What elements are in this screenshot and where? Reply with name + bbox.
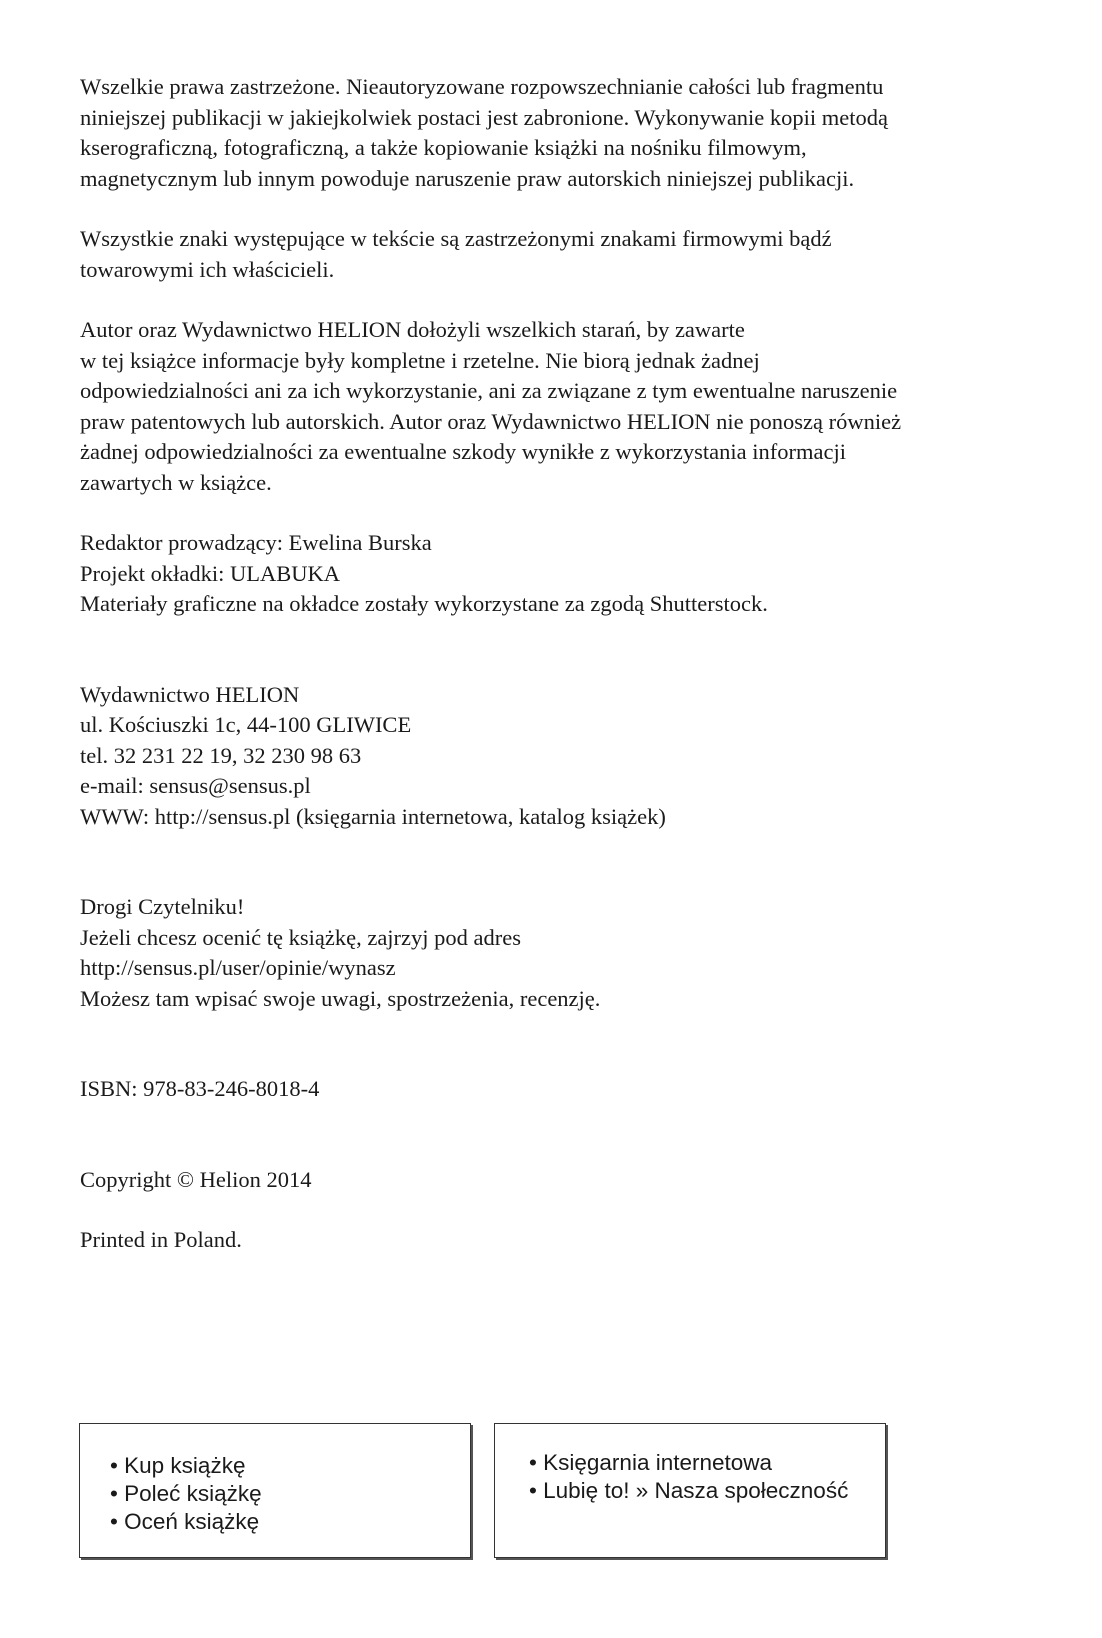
book-actions-box (79, 1423, 471, 1558)
isbn (80, 1074, 1040, 1105)
rate-book-link[interactable]: • Oceń książkę (110, 1508, 470, 1536)
buy-book-link[interactable]: • Kup książkę (110, 1452, 470, 1480)
copyright (80, 1165, 1040, 1196)
recommend-book-link[interactable]: • Poleć książkę (110, 1480, 470, 1508)
publisher-website: WWW: http://sensus.pl (księgarnia internetowa, katalog książek) (80, 803, 666, 829)
reader-note (80, 892, 1040, 1014)
reader-greeting: Drogi Czytelniku! (80, 894, 245, 919)
bookstore-link[interactable]: • Księgarnia internetowa (529, 1449, 885, 1477)
community-link[interactable]: • Lubię to! » Nasza społeczność (529, 1477, 885, 1505)
text-line: zawartych w książce. (80, 469, 272, 495)
trademarks-paragraph (80, 224, 1040, 285)
text-line: towarowymi ich właścicieli. (80, 256, 335, 282)
opinion-url: http://sensus.pl/user/opinie/wynasz (80, 955, 396, 980)
publisher-email: e-mail: sensus@sensus.pl (80, 773, 311, 798)
text-line: magnetycznym lub innym powoduje naruszenie praw autorskich niniejszej publikacji. (80, 165, 855, 191)
isbn-line: ISBN: 978-83-246-8018-4 (80, 1076, 320, 1101)
text-line: Możesz tam wpisać swoje uwagi, spostrzeżenia, recenzję. (80, 985, 601, 1011)
publisher-phone: tel. 32 231 22 19, 32 230 98 63 (80, 742, 362, 768)
credits-paragraph (80, 528, 1040, 620)
text-line: żadnej odpowiedzialności za ewentualne szkody wynikłe z wykorzystania informacji (80, 439, 846, 464)
community-box (494, 1423, 886, 1558)
editor-line: Redaktor prowadzący: Ewelina Burska (80, 530, 432, 555)
publisher-address (80, 680, 1040, 833)
rights-paragraph (80, 72, 1040, 194)
copyright-line: Copyright © Helion 2014 (80, 1166, 312, 1192)
cover-design-line: Projekt okładki: ULABUKA (80, 560, 340, 586)
text-line: Wszelkie prawa zastrzeżone. Nieautoryzowane rozpowszechnianie całości lub fragmentu (80, 74, 884, 99)
text-line: praw patentowych lub autorskich. Autor oraz Wydawnictwo HELION nie ponoszą również (80, 408, 902, 434)
text-line: kserograficzną, fotograficzną, a także kopiowanie książki na nośniku filmowym, (80, 135, 807, 160)
disclaimer-paragraph (80, 315, 1040, 498)
publisher-street: ul. Kościuszki 1c, 44-100 GLIWICE (80, 712, 412, 737)
text-line: niniejszej publikacji w jakiejkolwiek postaci jest zabronione. Wykonywanie kopii metodą (80, 104, 889, 130)
text-line: w tej książce informacje były kompletne i rzetelne. Nie biorą jednak żadnej (80, 347, 760, 373)
text-line: Jeżeli chcesz ocenić tę książkę, zajrzyj pod adres (80, 924, 522, 950)
graphics-line: Materiały graficzne na okładce zostały wykorzystane za zgodą Shutterstock. (80, 591, 768, 616)
text-line: odpowiedzialności ani za ich wykorzystanie, ani za związane z tym ewentualne naruszenie (80, 378, 898, 403)
printed-in (80, 1225, 1040, 1256)
printed-line: Printed in Poland. (80, 1227, 242, 1252)
text-line: Wszystkie znaki występujące w tekście są zastrzeżonymi znakami firmowymi bądź (80, 226, 832, 251)
text-line: Autor oraz Wydawnictwo HELION dołożyli wszelkich starań, by zawarte (80, 317, 745, 342)
imprint-page (80, 72, 1040, 1286)
publisher-name: Wydawnictwo HELION (80, 681, 300, 707)
